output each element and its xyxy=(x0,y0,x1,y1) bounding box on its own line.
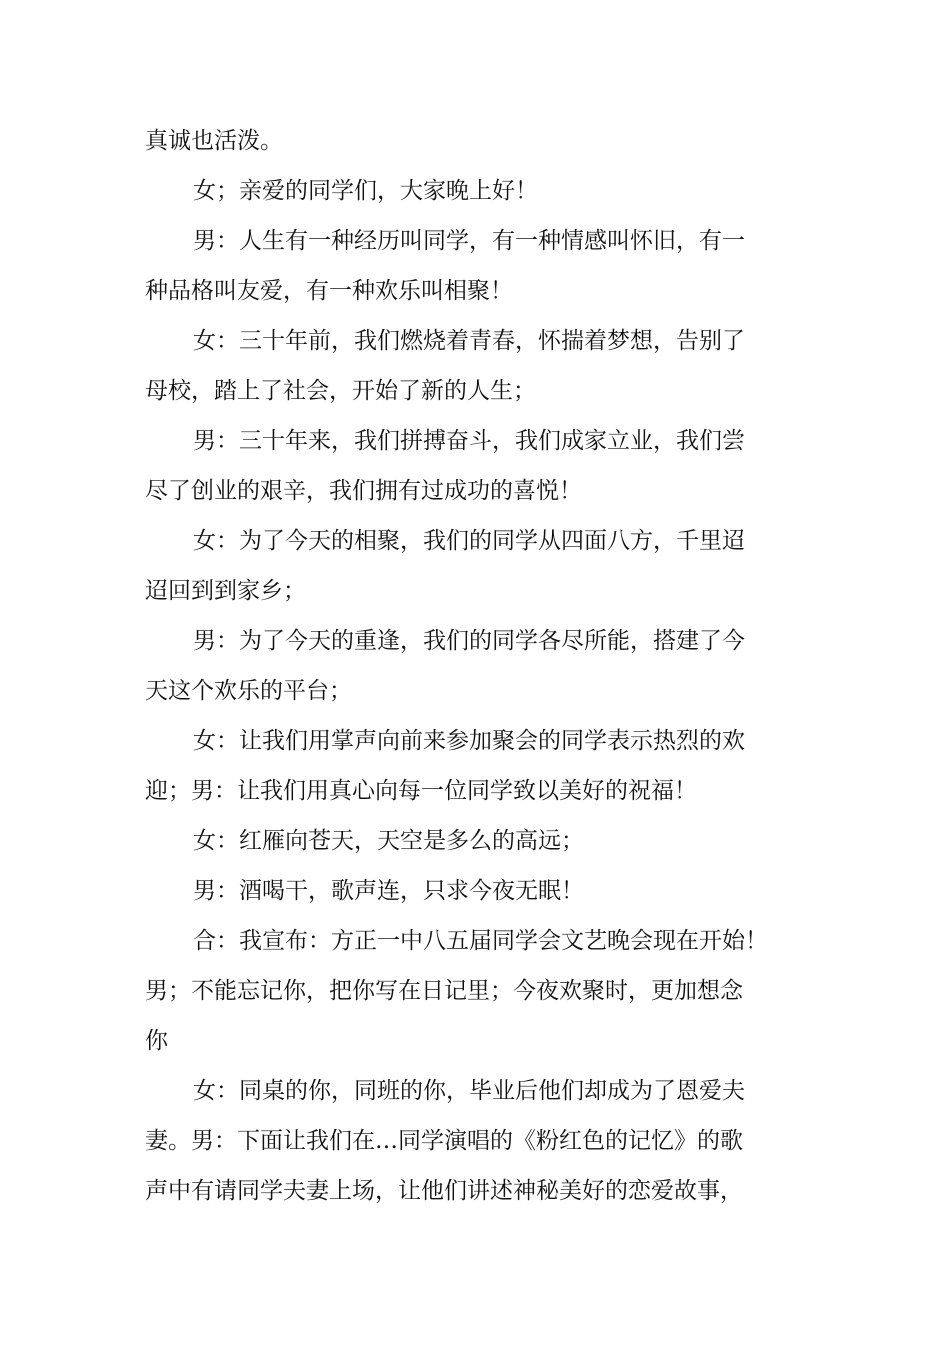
text-line: 男；不能忘记你，把你写在日记里；今夜欢聚时，更加想念 xyxy=(145,978,743,1004)
text-line: 女：为了今天的相聚，我们的同学从四面八方，千里迢 xyxy=(193,528,745,554)
text-line: 种品格叫友爱，有一种欢乐叫相聚！ xyxy=(145,278,513,304)
text-line: 女：同桌的你，同班的你，毕业后他们却成为了恩爱夫 xyxy=(193,1078,745,1104)
text-line: 女：让我们用掌声向前来参加聚会的同学表示热烈的欢 xyxy=(193,728,745,754)
text-line: 女；亲爱的同学们，大家晚上好！ xyxy=(193,178,538,204)
text-line: 男：酒喝干，歌声连，只求今夜无眠！ xyxy=(193,878,584,904)
text-line: 声中有请同学夫妻上场，让他们讲述神秘美好的恋爱故事， xyxy=(145,1178,743,1204)
text-line: 妻。男：下面让我们在…同学演唱的《粉红色的记忆》的歌 xyxy=(145,1128,743,1154)
text-line: 迎；男：让我们用真心向每一位同学致以美好的祝福！ xyxy=(145,778,697,804)
text-line: 迢回到到家乡； xyxy=(145,578,306,604)
text-line: 合：我宣布：方正一中八五届同学会文艺晚会现在开始！ xyxy=(193,928,768,954)
text-line: 男：为了今天的重逢，我们的同学各尽所能，搭建了今 xyxy=(193,628,745,654)
text-line: 你 xyxy=(145,1028,168,1054)
text-line: 天这个欢乐的平台； xyxy=(145,678,352,704)
text-line: 男：三十年来，我们拼搏奋斗，我们成家立业，我们尝 xyxy=(193,428,745,454)
text-line: 母校，踏上了社会，开始了新的人生； xyxy=(145,378,536,404)
text-line: 尽了创业的艰辛，我们拥有过成功的喜悦！ xyxy=(145,478,582,504)
text-line: 男：人生有一种经历叫同学，有一种情感叫怀旧，有一 xyxy=(193,228,745,254)
text-line: 真诚也活泼。 xyxy=(145,128,283,154)
text-line: 女：三十年前，我们燃烧着青春，怀揣着梦想，告别了 xyxy=(193,328,745,354)
document-body xyxy=(145,116,768,1216)
text-line: 女：红雁向苍天，天空是多么的高远； xyxy=(193,828,584,854)
